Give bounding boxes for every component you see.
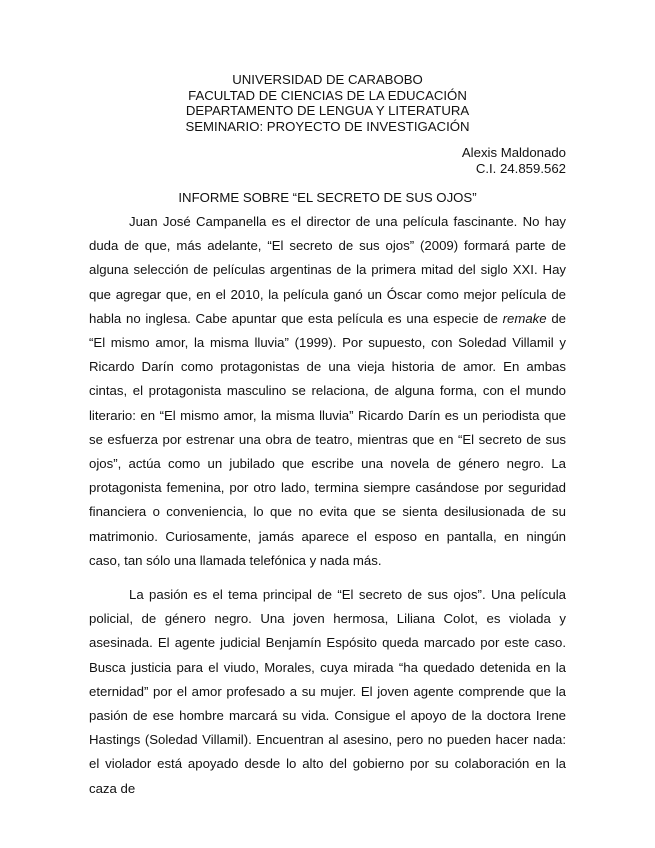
- paragraph-2: La pasión es el tema principal de “El secreto de sus ojos”. Una película policial, de género negro. Una joven hermosa, Liliana Colot, es violada y asesinada. El agente judicial Benjamín Espósito queda marcado por este caso. Busca justicia para el viudo, Morales, cuya mirada “ha quedado detenida en la eternidad” por el amor profesado a su mujer. El joven agente comprende que la pasión de ese hombre marcará su vida. Consigue el apoyo de la doctora Irene Hastings (Soledad Villamil). Encuentran al asesino, pero no pueden hacer nada: el violador está apoyado desde lo alto del gobierno por su colaboración en la caza de: [89, 587, 566, 796]
- header-faculty: FACULTAD DE CIENCIAS DE LA EDUCACIÓN: [188, 87, 467, 103]
- header-department: DEPARTAMENTO DE LENGUA Y LITERATURA: [185, 103, 470, 118]
- document-title: INFORME SOBRE “EL SECRETO DE SUS OJOS”: [178, 190, 477, 205]
- header-university: UNIVERSIDAD DE CARABOBO: [232, 72, 423, 87]
- institution-header: [89, 72, 566, 134]
- author-block: [89, 145, 566, 176]
- paragraph-1: [89, 210, 566, 573]
- author-name: Alexis Maldonado: [461, 145, 566, 160]
- paragraph-1-text-a: Juan José Campanella es el director de una película fascinante. No hay duda de que, más adelante, “El secreto de sus ojos” (2009) formará parte de alguna selección de películas argentinas de la primera mitad del siglo XXI. Hay que agregar que, en el 2010, la película ganó un Óscar como mejor película de habla no inglesa. Cabe apuntar que esta película es una especie de: [89, 214, 566, 326]
- paragraph-1-text-b: de “El mismo amor, la misma lluvia” (1999). Por supuesto, con Soledad Villamil y Ricardo Darín como protagonistas de una vieja historia de amor. En ambas cintas, el protagonista masculino se relaciona, de alguna forma, con el mundo literario: en “El mismo amor, la misma lluvia” Ricardo Darín es un periodista que se esfuerza por estrenar una obra de teatro, mientras que en “El secreto de sus ojos”, actúa como un jubilado que escribe una novela de género negro. La protagonista femenina, por otro lado, termina siempre casándose por seguridad financiera o conveniencia, lo que no evita que se sienta desilusionada de su matrimonio. Curiosamente, jamás aparece el esposo en pantalla, en ningún caso, tan sólo una llamada telefónica y nada más.: [89, 310, 566, 568]
- header-seminar: SEMINARIO: PROYECTO DE INVESTIGACIÓN: [185, 118, 470, 134]
- document-body: [89, 210, 566, 801]
- author-id: C.I. 24.859.562: [475, 160, 566, 176]
- paragraph-1-italic: remake: [502, 310, 547, 326]
